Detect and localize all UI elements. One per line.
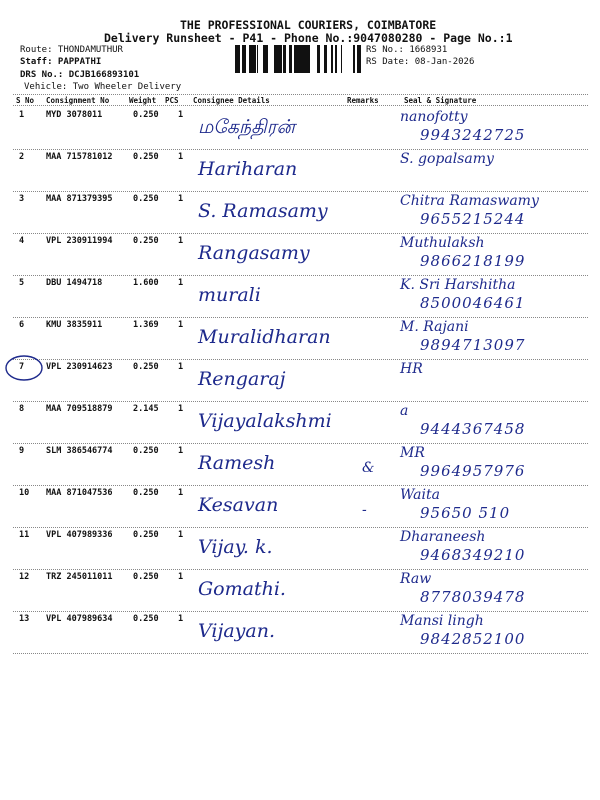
row-divider [13, 317, 588, 318]
row-consignment-no: SLM 386546774 [46, 446, 113, 456]
row-weight: 0.250 [133, 362, 159, 372]
row-phone: 9468349210 [420, 546, 526, 564]
rs-date: RS Date: 08-Jan-2026 [366, 57, 475, 67]
row-signature: Mansi lingh [400, 613, 484, 629]
row-phone: 9964957976 [420, 462, 526, 480]
row-weight: 0.250 [133, 236, 159, 246]
row-consignee-name: Gomathi. [198, 578, 286, 600]
row-divider [13, 149, 588, 150]
row-weight: 0.250 [133, 530, 159, 540]
row-consignee-name: Vijayan. [198, 620, 276, 642]
row-sno: 9 [19, 446, 25, 456]
row-sno: 6 [19, 320, 25, 330]
row-consignee-name: Rengaraj [198, 368, 286, 390]
row-consignment-no: VPL 407989336 [46, 530, 113, 540]
row-divider [13, 191, 588, 192]
row-pcs: 1 [178, 110, 184, 120]
row-consignee-name: Hariharan [198, 158, 298, 180]
row-consignment-no: TRZ 245011011 [46, 572, 113, 582]
row-pcs: 1 [178, 362, 184, 372]
row-phone: 9444367458 [420, 420, 526, 438]
row-divider [13, 527, 588, 528]
row-sno: 5 [19, 278, 25, 288]
row-pcs: 1 [178, 236, 184, 246]
row-consignment-no: VPL 230911994 [46, 236, 113, 246]
row-weight: 0.250 [133, 488, 159, 498]
row-phone: 9842852100 [420, 630, 526, 648]
row-divider [13, 485, 588, 486]
row-divider [13, 611, 588, 612]
row-divider [13, 401, 588, 402]
row-signature: a [400, 403, 409, 419]
row-pcs: 1 [178, 404, 184, 414]
rs-number: RS No.: 1668931 [366, 45, 448, 55]
pen-circle-mark [2, 353, 50, 383]
row-divider [13, 359, 588, 360]
row-sno: 11 [19, 530, 30, 540]
row-weight: 1.600 [133, 278, 159, 288]
row-weight: 0.250 [133, 572, 159, 582]
row-consignment-no: KMU 3835911 [46, 320, 103, 330]
row-pcs: 1 [178, 152, 184, 162]
col-seal: Seal & Signature [404, 96, 477, 105]
row-signature: Chitra Ramaswamy [400, 193, 539, 209]
col-consignment: Consignment No [46, 96, 110, 105]
row-consignee-name: murali [198, 284, 261, 306]
staff-label: Staff: PAPPATHI [20, 57, 102, 67]
row-signature: Muthulaksh [400, 235, 485, 251]
col-pcs: PCS [165, 96, 179, 105]
row-weight: 0.250 [133, 446, 159, 456]
row-consignee-name: Rangasamy [198, 242, 310, 264]
row-pcs: 1 [178, 614, 184, 624]
row-remarks: & [362, 460, 375, 476]
row-consignment-no: MAA 709518879 [46, 404, 113, 414]
col-weight: Weight [129, 96, 157, 105]
row-signature: Raw [400, 571, 432, 587]
row-weight: 2.145 [133, 404, 159, 414]
col-remarks: Remarks [347, 96, 379, 105]
row-consignee-name: Ramesh [198, 452, 276, 474]
row-consignment-no: MAA 871379395 [46, 194, 113, 204]
row-sno: 8 [19, 404, 25, 414]
row-divider [13, 443, 588, 444]
row-pcs: 1 [178, 488, 184, 498]
row-weight: 1.369 [133, 320, 159, 330]
row-pcs: 1 [178, 278, 184, 288]
row-sno: 10 [19, 488, 30, 498]
row-signature: HR [400, 361, 423, 377]
row-signature: K. Sri Harshitha [400, 277, 516, 293]
row-phone: 8778039478 [420, 588, 526, 606]
row-signature: Dharaneesh [400, 529, 486, 545]
row-sno: 12 [19, 572, 30, 582]
col-sno: S No [16, 96, 35, 105]
row-weight: 0.250 [133, 110, 159, 120]
row-phone: 9655215244 [420, 210, 526, 228]
row-signature: S. gopalsamy [400, 151, 494, 167]
row-weight: 0.250 [133, 194, 159, 204]
row-weight: 0.250 [133, 152, 159, 162]
row-phone: 95650 510 [420, 504, 511, 522]
row-sno: 7 [19, 362, 25, 372]
row-consignment-no: DBU 1494718 [46, 278, 103, 288]
row-sno: 1 [19, 110, 25, 120]
row-divider [13, 275, 588, 276]
row-consignee-name: S. Ramasamy [198, 200, 328, 222]
row-consignment-no: MYD 3078011 [46, 110, 103, 120]
col-consignee: Consignee Details [193, 96, 270, 105]
row-weight: 0.250 [133, 614, 159, 624]
page-subtitle: Delivery Runsheet - P41 - Phone No.:9047080280 - Page No.:1 [104, 31, 513, 45]
row-signature: Waita [400, 487, 440, 503]
route-label: Route: THONDAMUTHUR [20, 45, 123, 55]
row-remarks: - [362, 502, 367, 518]
row-sno: 4 [19, 236, 25, 246]
vehicle-label: Vehicle: Two Wheeler Delivery [24, 82, 182, 92]
barcode-image [235, 45, 363, 73]
row-pcs: 1 [178, 530, 184, 540]
row-consignee-name: மகேந்திரன் [198, 116, 295, 138]
row-consignment-no: VPL 230914623 [46, 362, 113, 372]
row-phone: 9943242725 [420, 126, 526, 144]
row-consignee-name: Vijayalakshmi [198, 410, 332, 432]
row-consignment-no: MAA 715781012 [46, 152, 113, 162]
row-pcs: 1 [178, 572, 184, 582]
row-signature: MR [400, 445, 425, 461]
row-sno: 2 [19, 152, 25, 162]
row-phone: 8500046461 [420, 294, 526, 312]
row-divider [13, 569, 588, 570]
row-divider [13, 233, 588, 234]
row-sno: 13 [19, 614, 30, 624]
row-consignment-no: VPL 407989634 [46, 614, 113, 624]
row-pcs: 1 [178, 194, 184, 204]
row-signature: M. Rajani [400, 319, 469, 335]
page-title: THE PROFESSIONAL COURIERS, COIMBATORE [180, 18, 437, 32]
row-phone: 9894713097 [420, 336, 526, 354]
row-pcs: 1 [178, 446, 184, 456]
drs-label: DRS No.: DCJB166893101 [20, 70, 140, 80]
row-pcs: 1 [178, 320, 184, 330]
row-consignee-name: Vijay. k. [198, 536, 273, 558]
row-consignee-name: Muralidharan [198, 326, 331, 348]
row-divider [13, 653, 588, 654]
row-signature: nanofotty [400, 109, 468, 125]
row-consignment-no: MAA 871047536 [46, 488, 113, 498]
row-sno: 3 [19, 194, 25, 204]
row-consignee-name: Kesavan [198, 494, 279, 516]
row-phone: 9866218199 [420, 252, 526, 270]
